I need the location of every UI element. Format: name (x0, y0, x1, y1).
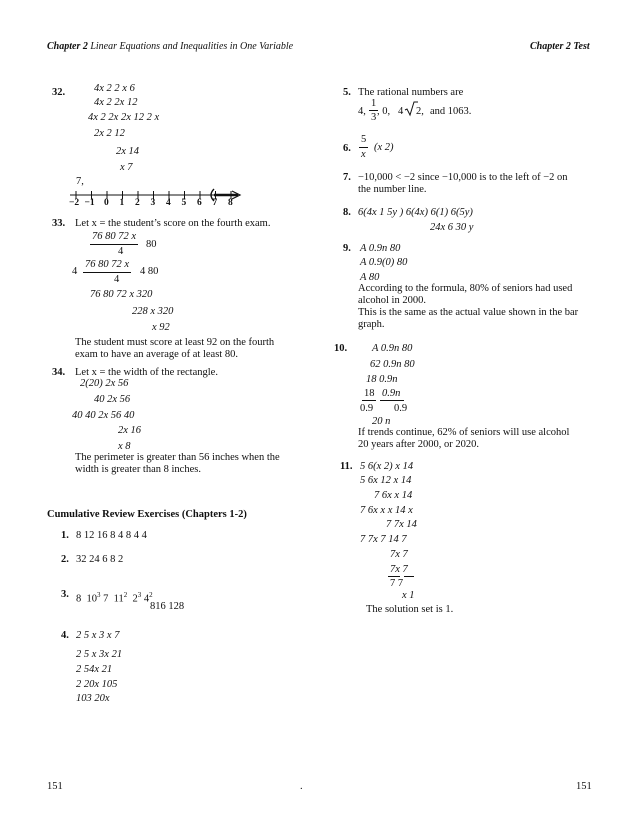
p33-frac2-rhs: 4 80 (140, 266, 159, 277)
p34-line-2: 40 2x 56 (94, 394, 131, 405)
number-line-label: 6 (197, 198, 202, 208)
p11-line-3: 7 6x x 14 (374, 490, 413, 501)
p34-line-4: 2x 16 (118, 425, 142, 436)
p11-line-1: 5 6(x 2) x 14 (360, 461, 414, 472)
problem-8-number: 8. (343, 207, 351, 218)
p10-line-2: 62 0.9n 80 (370, 359, 415, 370)
p5-d: , 0, (377, 106, 391, 117)
number-line-label: −1 (84, 198, 95, 208)
number-line-label: 5 (181, 198, 187, 208)
p9-text-1: According to the formula, 80% of seniors had used (358, 283, 573, 294)
r3-exp-2: 2 (123, 591, 128, 599)
header-subtitle: Linear Equations and Inequalities in One Variable (90, 41, 294, 52)
p10-text-2: 20 years after 2000, or 2020. (358, 439, 480, 450)
p7-line-1: −10,000 < −2 since −10,000 is to the left of −2 on (358, 172, 568, 183)
p10-line-1: A 0.9n 80 (372, 343, 413, 354)
p34-line-3: 40 40 2x 56 40 (72, 410, 135, 421)
r4-line-3: 2 54x 21 (76, 664, 113, 675)
review-1-text: 8 12 16 8 4 8 4 4 (76, 530, 147, 541)
p5-g: and 1063. (430, 106, 472, 117)
problem-7-number: 7. (343, 172, 351, 183)
p10-frac-den-b: 0.9 (394, 403, 408, 414)
p5-frac-den: 3 (371, 112, 377, 123)
footer-center: . (300, 781, 303, 792)
p9-text-2: alcohol in 2000. (358, 295, 426, 306)
problem-10-number: 10. (334, 343, 348, 354)
problem-34-number: 34. (52, 367, 66, 378)
p34-intro: Let x = the width of the rectangle. (75, 367, 218, 378)
p5-text: The rational numbers are (358, 87, 464, 98)
review-4-number: 4. (61, 630, 69, 641)
p32-interval: 7, (76, 176, 84, 187)
p34-line-5: x 8 (118, 441, 131, 452)
problem-6-number: 6. (343, 143, 351, 154)
r3-exp-1: 3 (97, 591, 101, 599)
footer-page-left: 151 (47, 781, 63, 792)
number-line-label: −2 (69, 198, 80, 208)
p10-line-3: 18 0.9n (366, 374, 398, 385)
header-chapter (47, 41, 293, 53)
problem-33-number: 33. (52, 218, 66, 229)
r4-line-1: 2 5 x 3 x 7 (76, 630, 120, 641)
p8-line-1: 6(4x 1 5y ) 6(4x) 6(1) 6(5y) (358, 207, 473, 218)
p8-line-2: 24x 6 30 y (430, 222, 474, 233)
r4-line-2: 2 5 x 3x 21 (76, 649, 123, 660)
p5-frac-num: 1 (371, 98, 377, 109)
header-chapter-label: Chapter 2 (47, 41, 88, 52)
p11-frac-den: 7 7 (390, 578, 404, 589)
p32-line-3: 4x 2 2x 2x 12 2 x (88, 112, 160, 123)
number-line-label: 3 (150, 198, 156, 208)
p11-solution: x 1 (402, 590, 415, 601)
r3-exp-3: 3 (137, 591, 142, 599)
p34-line-1: 2(20) 2x 56 (80, 378, 129, 389)
p32-line-2: 4x 2 2x 12 (94, 97, 138, 108)
p5-a: 4, (358, 106, 366, 117)
p33-frac1-den: 4 (118, 246, 124, 257)
r3-exp-4: 2 (149, 591, 153, 599)
p9-line-3: A 80 (360, 272, 380, 283)
problem-32-number: 32. (52, 87, 66, 98)
p9-line-1: A 0.9n 80 (360, 243, 401, 254)
p9-line-2: A 0.9(0) 80 (360, 257, 408, 268)
problem-9-number: 9. (343, 243, 351, 254)
review-2-text: 32 24 6 8 2 (76, 554, 124, 565)
p11-line-7: 7x 7 (390, 549, 408, 560)
p9-text-3: This is the same as the actual value shown in the bar (358, 307, 579, 318)
p11-line-4: 7 6x x x 14 x (360, 505, 413, 516)
header-right: Chapter 2 Test (530, 41, 590, 52)
number-line-label: 0 (104, 198, 109, 208)
p33-frac2-num: 76 80 72 x (85, 259, 130, 270)
review-1-number: 1. (61, 530, 69, 541)
p33-frac2-lead: 4 (72, 266, 78, 277)
p11-frac-num: 7x 7 (390, 564, 408, 575)
p11-line-5: 7 7x 14 (386, 519, 417, 530)
p6-frac-den: x (361, 149, 366, 160)
review-3-number: 3. (61, 589, 69, 600)
p10-line-last: 20 n (372, 416, 391, 427)
p32-line-6: x 7 (120, 162, 133, 173)
p33-frac1-num: 76 80 72 x (92, 231, 137, 242)
p33-line-4: 228 x 320 (132, 306, 174, 317)
p33-intro: Let x = the student’s score on the fourth exam. (75, 218, 271, 229)
p10-frac-den-a: 0.9 (360, 403, 374, 414)
p10-text-1: If trends continue, 62% of seniors will use alcohol (358, 427, 570, 438)
review-title: Cumulative Review Exercises (Chapters 1-2) (47, 509, 247, 520)
p10-frac-num-b: 0.9n (382, 388, 401, 399)
p6-frac-num: 5 (361, 134, 367, 145)
p32-line-5: 2x 14 (116, 146, 140, 157)
p10-frac-num-a: 18 (364, 388, 375, 399)
p34-conclusion-2: width is greater than 8 inches. (75, 464, 201, 475)
p32-line-4: 2x 2 12 (94, 128, 125, 139)
number-line-label: 8 (228, 198, 233, 208)
footer-page-right: 151 (576, 781, 592, 792)
p33-conclusion-1: The student must score at least 92 on the fourth (75, 337, 275, 348)
p34-conclusion-1: The perimeter is greater than 56 inches when the (75, 452, 280, 463)
number-line (68, 184, 248, 218)
number-line-label: 2 (135, 198, 140, 208)
r4-line-5: 103 20x (76, 693, 110, 704)
p5-f: 2, (416, 106, 424, 117)
p11-conclusion: The solution set is 1. (366, 604, 454, 615)
p9-text-4: graph. (358, 319, 385, 330)
problem-5-number: 5. (343, 87, 351, 98)
r4-line-4: 2 20x 105 (76, 679, 118, 690)
number-line-label: 4 (166, 198, 171, 208)
number-line-label: 7 (212, 198, 218, 208)
p11-line-2: 5 6x 12 x 14 (360, 475, 412, 486)
p33-conclusion-2: exam to have an average of at least 80. (75, 349, 238, 360)
p33-frac1-rhs: 80 (146, 239, 157, 250)
review-3-result: 816 128 (150, 601, 185, 612)
p33-line-5: x 92 (152, 322, 170, 333)
number-line-label: 1 (119, 198, 125, 208)
p7-line-2: the number line. (358, 184, 427, 195)
p6-rest: (x 2) (374, 142, 394, 153)
p5-e: 4 (398, 106, 404, 117)
p32-line-1: 4x 2 2 x 6 (94, 83, 135, 94)
p33-frac2-den: 4 (114, 274, 120, 285)
p33-line-3: 76 80 72 x 320 (90, 289, 153, 300)
review-3-expr: 8 $10^3$ 7 $11^2$ $2^3$ $4^2$ (76, 591, 153, 605)
p11-line-6: 7 7x 7 14 7 (360, 534, 407, 545)
problem-11-number: 11. (340, 461, 353, 472)
review-2-number: 2. (61, 554, 69, 565)
